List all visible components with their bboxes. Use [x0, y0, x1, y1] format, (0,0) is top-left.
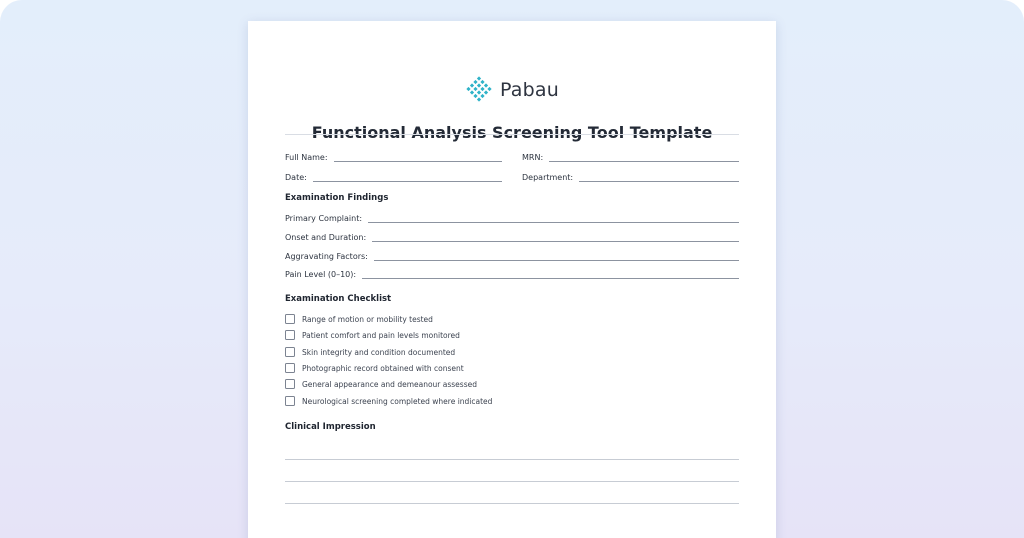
- brand-name: Pabau: [500, 79, 559, 101]
- onset-duration-field[interactable]: [285, 231, 739, 243]
- date-field[interactable]: [285, 171, 502, 183]
- brand-logo: [248, 75, 776, 105]
- checklist-item-label: Range of motion or mobility tested: [302, 314, 433, 324]
- diamond-grid-logo-icon: [465, 76, 493, 104]
- clinical-impression-heading: Clinical Impression: [285, 422, 376, 432]
- department-field[interactable]: [522, 171, 739, 183]
- checkbox[interactable]: [285, 363, 295, 373]
- document-sheet: [248, 21, 776, 538]
- full-name-line: [334, 161, 502, 162]
- checklist-item[interactable]: [285, 378, 477, 390]
- pain-level-line: [362, 278, 739, 279]
- aggravating-factors-line: [374, 260, 739, 261]
- checklist-item[interactable]: [285, 346, 455, 358]
- onset-duration-line: [372, 241, 739, 242]
- checkbox[interactable]: [285, 347, 295, 357]
- date-line: [313, 181, 502, 182]
- checklist-item-label: Skin integrity and condition documented: [302, 347, 456, 357]
- aggravating-factors-field[interactable]: [285, 250, 739, 262]
- checklist-item-label: General appearance and demeanour assessed: [302, 379, 477, 389]
- checklist-item[interactable]: [285, 329, 460, 341]
- checklist-item-label: Patient comfort and pain levels monitored: [302, 330, 460, 340]
- clinical-impression-line[interactable]: [285, 459, 739, 460]
- pain-level-label: Pain Level (0–10):: [285, 270, 357, 279]
- examination-checklist-heading: Examination Checklist: [285, 294, 392, 304]
- clinical-impression-line[interactable]: [285, 481, 739, 482]
- examination-findings-heading: Examination Findings: [285, 193, 389, 203]
- aggravating-factors-label: Aggravating Factors:: [285, 252, 368, 261]
- document-title: Functional Analysis Screening Tool Template: [311, 123, 713, 142]
- checkbox[interactable]: [285, 396, 295, 406]
- checklist-item[interactable]: [285, 395, 492, 407]
- full-name-field[interactable]: [285, 151, 502, 163]
- checklist-item-label: Photographic record obtained with consent: [302, 363, 464, 373]
- department-line: [579, 181, 739, 182]
- pain-level-field[interactable]: [285, 268, 739, 280]
- mrn-label: MRN:: [522, 153, 544, 162]
- date-label: Date:: [285, 173, 307, 182]
- primary-complaint-line: [368, 222, 739, 223]
- full-name-label: Full Name:: [285, 153, 328, 162]
- checklist-item[interactable]: [285, 313, 433, 325]
- mrn-field[interactable]: [522, 151, 739, 163]
- onset-duration-label: Onset and Duration:: [285, 233, 367, 242]
- title-divider: [285, 134, 739, 135]
- primary-complaint-label: Primary Complaint:: [285, 214, 363, 223]
- checkbox[interactable]: [285, 314, 295, 324]
- department-label: Department:: [522, 173, 574, 182]
- mrn-line: [549, 161, 739, 162]
- checklist-item[interactable]: [285, 362, 464, 374]
- checkbox[interactable]: [285, 379, 295, 389]
- clinical-impression-line[interactable]: [285, 503, 739, 504]
- primary-complaint-field[interactable]: [285, 212, 739, 224]
- checkbox[interactable]: [285, 330, 295, 340]
- checklist-item-label: Neurological screening completed where indicated: [302, 396, 493, 406]
